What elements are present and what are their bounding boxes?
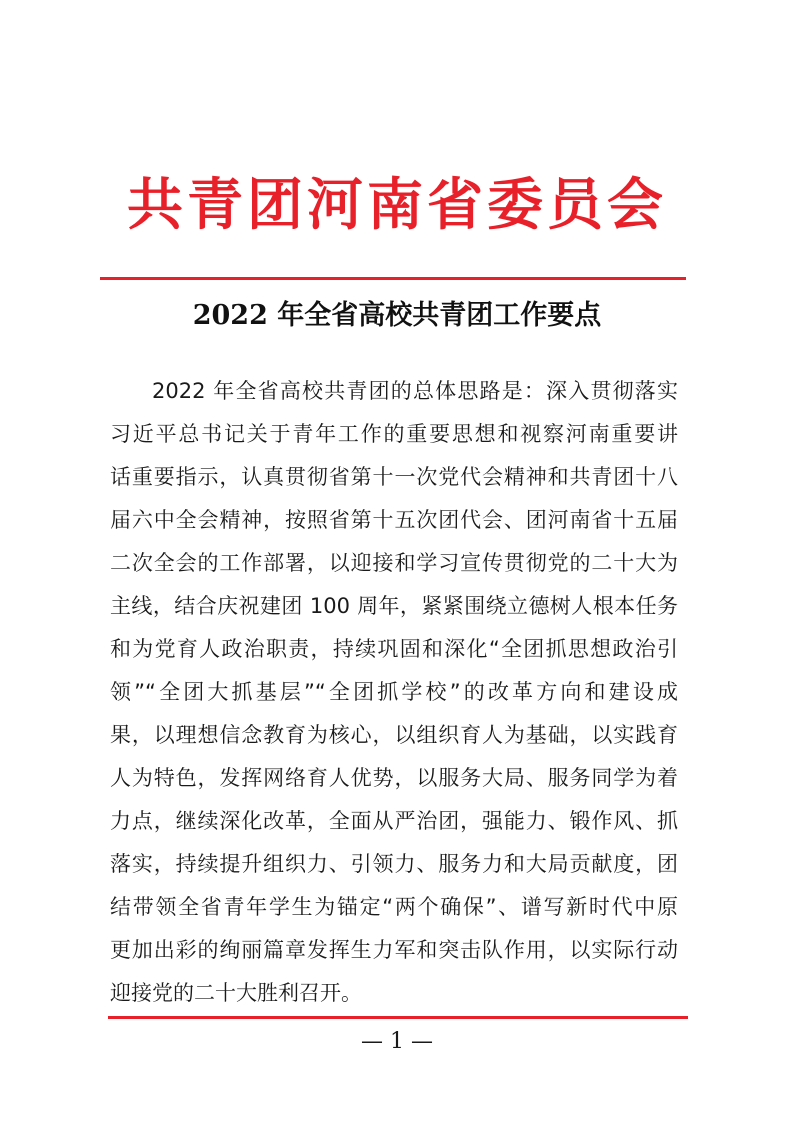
paragraph-line: 话重要指示，认真贯彻省第十一次党代会精神和共青团十八 <box>110 465 678 489</box>
paragraph-line: 人为特色，发挥网络育人优势，以服务大局、服务同学为着 <box>110 766 678 790</box>
paragraph-line: 习近平总书记关于青年工作的重要思想和视察河南重要讲 <box>110 422 678 446</box>
document-title: 2022 年全省高校共青团工作要点 <box>192 300 602 331</box>
body-paragraph <box>110 370 678 1015</box>
paragraph-line: 二次全会的工作部署，以迎接和学习宣传贯彻党的二十大为 <box>110 551 678 575</box>
paragraph-line: 届六中全会精神，按照省第十五次团代会、团河南省十五届 <box>110 508 678 532</box>
page-number: — 1 — <box>361 1029 433 1054</box>
paragraph-line: 领”“全团大抓基层”“全团抓学校”的改革方向和建设成 <box>110 680 678 704</box>
paragraph-line: 果，以理想信念教育为核心，以组织育人为基础，以实践育 <box>110 723 678 747</box>
footer-divider <box>108 1016 688 1019</box>
paragraph-line: 和为党育人政治职责，持续巩固和深化“全团抓思想政治引 <box>110 637 678 661</box>
letterhead-top-divider <box>100 277 686 280</box>
paragraph-line: 结带领全省青年学生为锚定“两个确保”、谱写新时代中原 <box>110 895 678 919</box>
paragraph-line: 迎接党的二十大胜利召开。 <box>110 981 362 1005</box>
letterhead-title: 共青团河南省委员会 <box>127 172 667 238</box>
paragraph-line: 更加出彩的绚丽篇章发挥生力军和突击队作用，以实际行动 <box>110 938 678 962</box>
paragraph-line: 落实，持续提升组织力、引领力、服务力和大局贡献度，团 <box>110 852 678 876</box>
paragraph-line: 2022 年全省高校共青团的总体思路是：深入贯彻落实 <box>152 379 678 403</box>
paragraph-line: 力点，继续深化改革，全面从严治团，强能力、锻作风、抓 <box>110 809 678 833</box>
paragraph-line: 主线，结合庆祝建团 100 周年，紧紧围绕立德树人根本任务 <box>110 594 678 618</box>
